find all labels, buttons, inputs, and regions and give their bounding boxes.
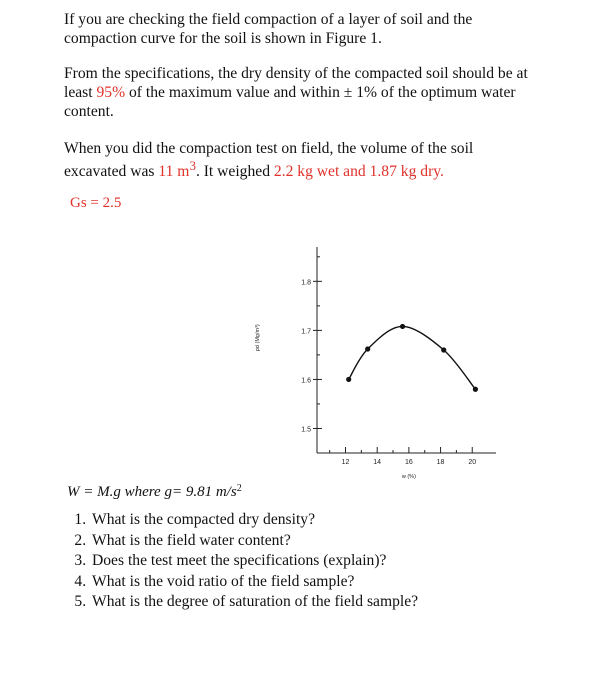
intro-line-2: compaction curve for the soil is shown in Figure 1. (64, 30, 382, 47)
data-point (473, 387, 478, 392)
y-tick-label: 1.6 (301, 377, 311, 385)
y-tick-label: 1.8 (301, 279, 311, 287)
field-volume: 11 $m^3$ (158, 157, 196, 180)
y-tick-label: 1.7 (301, 328, 311, 336)
specific-gravity: Gs = 2.5 (70, 195, 122, 211)
spec-percent: 95% (96, 84, 126, 101)
spec-text-3: of the optimum water content. (64, 84, 516, 120)
data-point (400, 324, 405, 329)
question-item: 2. What is the field water content? (90, 531, 418, 552)
question-item: 4. What is the void ratio of the field sample? (90, 572, 418, 593)
x-tick-label: 14 (373, 459, 382, 466)
x-axis-label: w (%) (401, 474, 416, 480)
y-axis-label: ρd (Mg/m³) (255, 324, 261, 352)
question-item: 1. What is the compacted dry density? (90, 510, 418, 531)
intro-line-1: If you are checking the field compaction of a layer of soil and the (64, 11, 473, 28)
question-item: 3. Does the test meet the specifications (explain)? (90, 551, 418, 572)
compaction-curve-line (349, 326, 476, 389)
question-list (66, 510, 418, 613)
spec-text-1: From the specifications, the dry density of the compacted soil should be at least (64, 65, 528, 101)
volume-exponent: 3 (189, 157, 196, 173)
data-point (365, 346, 370, 351)
chart-plot-area (255, 247, 496, 480)
formula-exponent: 2 (236, 483, 242, 494)
formula-text: W = M.g where g= 9.81 m/s (67, 484, 237, 500)
spec-text-2: of the maximum value and within (125, 84, 344, 101)
field-weights: 2.2 kg wet and 1.87 kg dry. (273, 163, 444, 180)
weight-formula (67, 484, 242, 501)
data-point (441, 347, 446, 352)
x-tick-label: 20 (468, 459, 477, 466)
field-text-1: When you did the compaction test on field, the volume of the soil excavated was (64, 140, 474, 180)
spec-tolerance: ± 1% (343, 84, 378, 101)
x-tick-label: 12 (341, 459, 350, 466)
x-tick-label: 16 (404, 459, 413, 466)
data-point (346, 377, 351, 382)
field-text-2: . It weighed (195, 163, 274, 180)
y-tick-label: 1.5 (301, 426, 311, 434)
question-item: 5. What is the degree of saturation of the field sample? (90, 592, 418, 613)
x-tick-label: 18 (436, 459, 445, 466)
